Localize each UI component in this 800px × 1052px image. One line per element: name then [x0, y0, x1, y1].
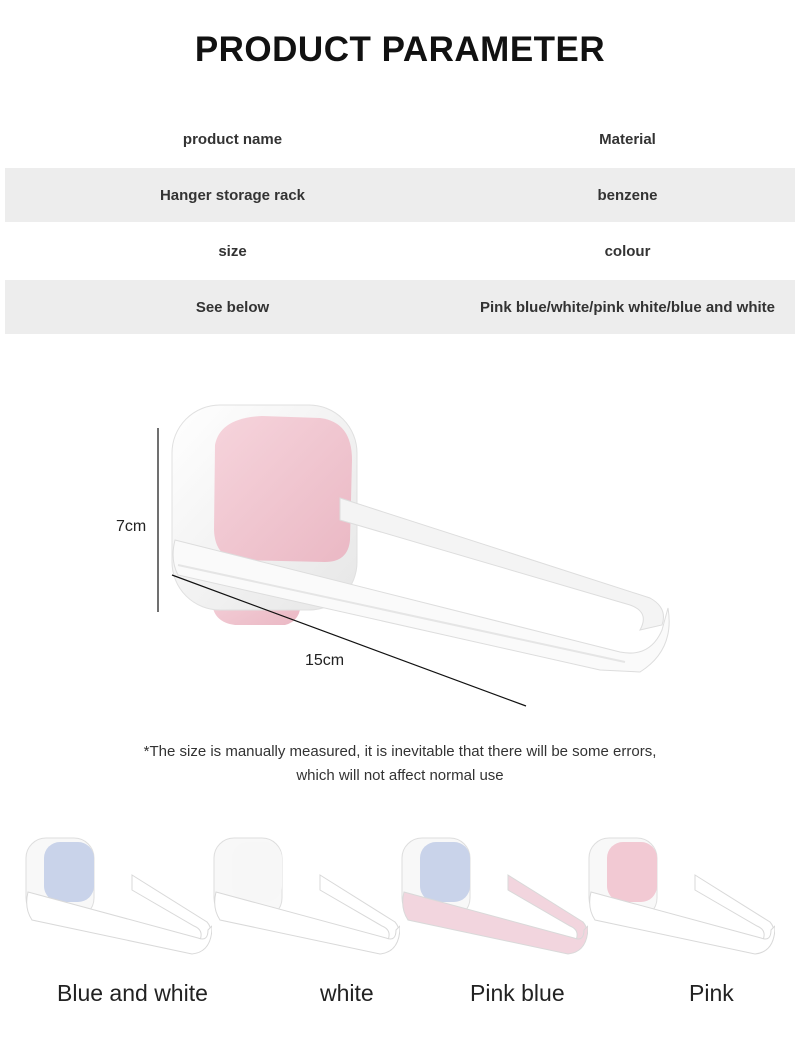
rack-near-arm: [215, 892, 400, 954]
parameter-value: Hanger storage rack: [159, 186, 306, 204]
variant-image: [585, 830, 775, 970]
product-dimension-figure: [0, 390, 800, 720]
variant-image: [22, 830, 212, 970]
rack-cap-pad: [607, 842, 657, 902]
page-title: PRODUCT PARAMETER: [194, 30, 606, 69]
hanger-rack-illustration: [0, 390, 800, 720]
variant-white: [210, 830, 400, 1030]
variant-image: [210, 830, 400, 970]
parameter-table: [5, 112, 795, 336]
variant-label: Pink: [689, 980, 734, 1006]
parameter-row: [5, 168, 795, 222]
rack-near-arm: [27, 892, 212, 954]
rack-cap-pad: [44, 842, 94, 902]
parameter-value: benzene: [597, 186, 658, 204]
parameter-label: product name: [182, 130, 283, 148]
measurement-note: [0, 740, 800, 788]
parameter-label: colour: [604, 242, 651, 260]
parameter-value: Pink blue/white/pink white/blue and white: [479, 298, 776, 316]
variant-pink: [585, 830, 775, 1030]
parameter-label: size: [218, 242, 247, 260]
color-variants: [0, 830, 800, 1030]
note-line-1: *The size is manually measured, it is inevitable that there will be some errors,: [143, 743, 657, 760]
variant-pink-blue: [398, 830, 588, 1030]
parameter-row: [5, 112, 795, 166]
variant-image: [398, 830, 588, 970]
rack-near-arm: [403, 892, 588, 954]
parameter-value: See below: [195, 298, 270, 316]
parameter-label: Material: [599, 130, 656, 148]
parameter-row: [5, 224, 795, 278]
rack-cap-pad: [420, 842, 470, 902]
parameter-row: [5, 280, 795, 334]
rack-near-arm: [590, 892, 775, 954]
note-line-2: which will not affect normal use: [296, 767, 504, 784]
variant-blue-and-white: [22, 830, 212, 1030]
variant-label: Pink blue: [470, 980, 565, 1006]
rack-cap-pad: [232, 842, 282, 902]
variant-label: white: [320, 980, 374, 1006]
length-dimension-label: 15cm: [305, 652, 345, 669]
height-dimension-label: 7cm: [116, 518, 147, 535]
variant-label: Blue and white: [57, 980, 208, 1006]
